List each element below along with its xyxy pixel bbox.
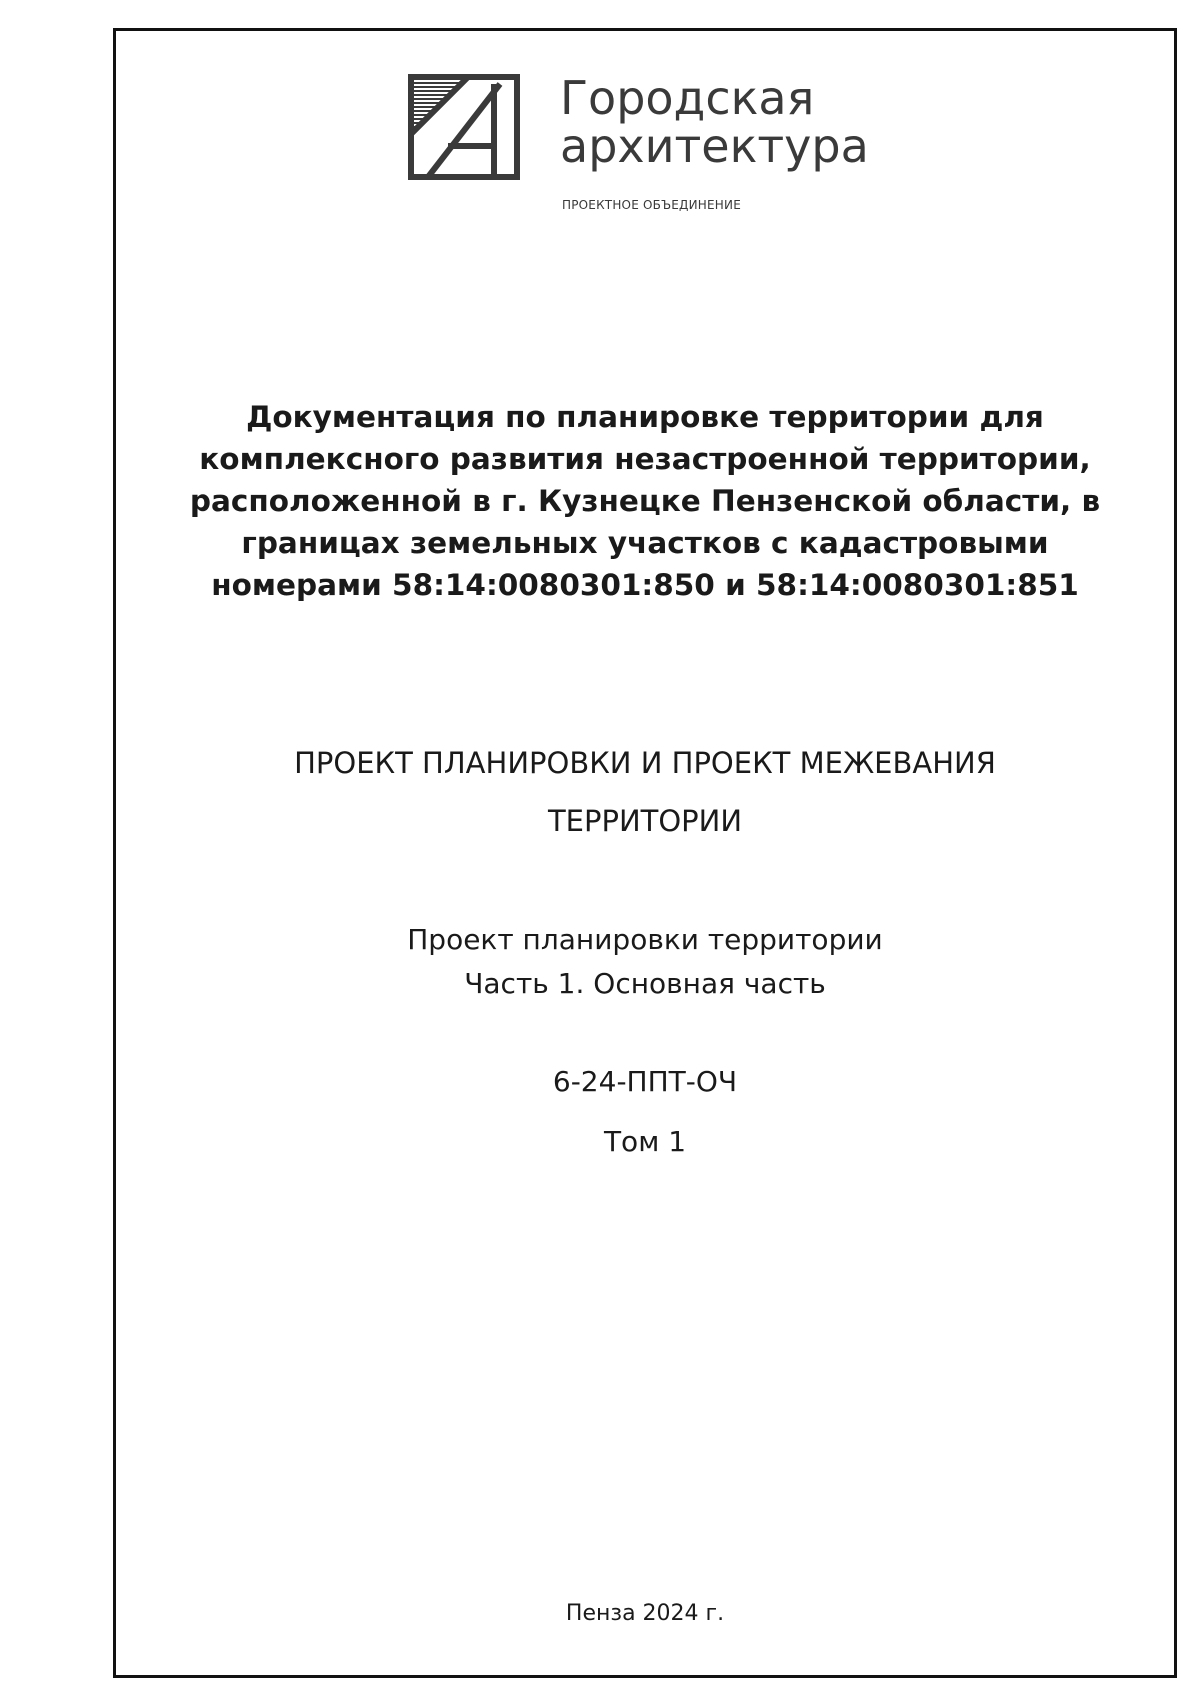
document-title-line-2: комплексного развития незастроенной территории, <box>199 442 1091 476</box>
section-title <box>140 734 1150 850</box>
place-and-year: Пенза 2024 г. <box>565 1601 725 1626</box>
subtitle-line-2: Часть 1. Основная часть <box>464 967 826 1000</box>
volume-label: Том 1 <box>603 1125 687 1158</box>
document-title <box>140 396 1150 606</box>
company-logo <box>408 71 888 214</box>
document-title-line-1: Документация по планировке территории для <box>246 400 1044 434</box>
company-name-line-2: архитектура <box>560 119 869 173</box>
subtitle-line-1: Проект планировки территории <box>407 923 883 956</box>
section-title-line-1: ПРОЕКТ ПЛАНИРОВКИ И ПРОЕКТ МЕЖЕВАНИЯ <box>294 746 996 780</box>
page-frame <box>113 28 1177 1678</box>
grid-a-logo-icon <box>408 74 520 180</box>
section-title-line-2: ТЕРРИТОРИИ <box>547 804 743 838</box>
company-tagline: ПРОЕКТНОЕ ОБЪЕДИНЕНИЕ <box>562 198 741 212</box>
document-title-line-3: расположенной в г. Кузнецке Пензенской области, в <box>189 484 1101 518</box>
document-subtitle <box>140 918 1150 1006</box>
document-code-block <box>140 1052 1150 1172</box>
company-name <box>560 71 869 173</box>
document-title-line-5: номерами 58:14:0080301:850 и 58:14:0080301:851 <box>211 568 1079 602</box>
document-code: 6-24-ППТ-ОЧ <box>552 1065 738 1098</box>
company-name-line-1: Городская <box>560 71 815 125</box>
document-title-line-4: границах земельных участков с кадастровыми <box>241 526 1049 560</box>
